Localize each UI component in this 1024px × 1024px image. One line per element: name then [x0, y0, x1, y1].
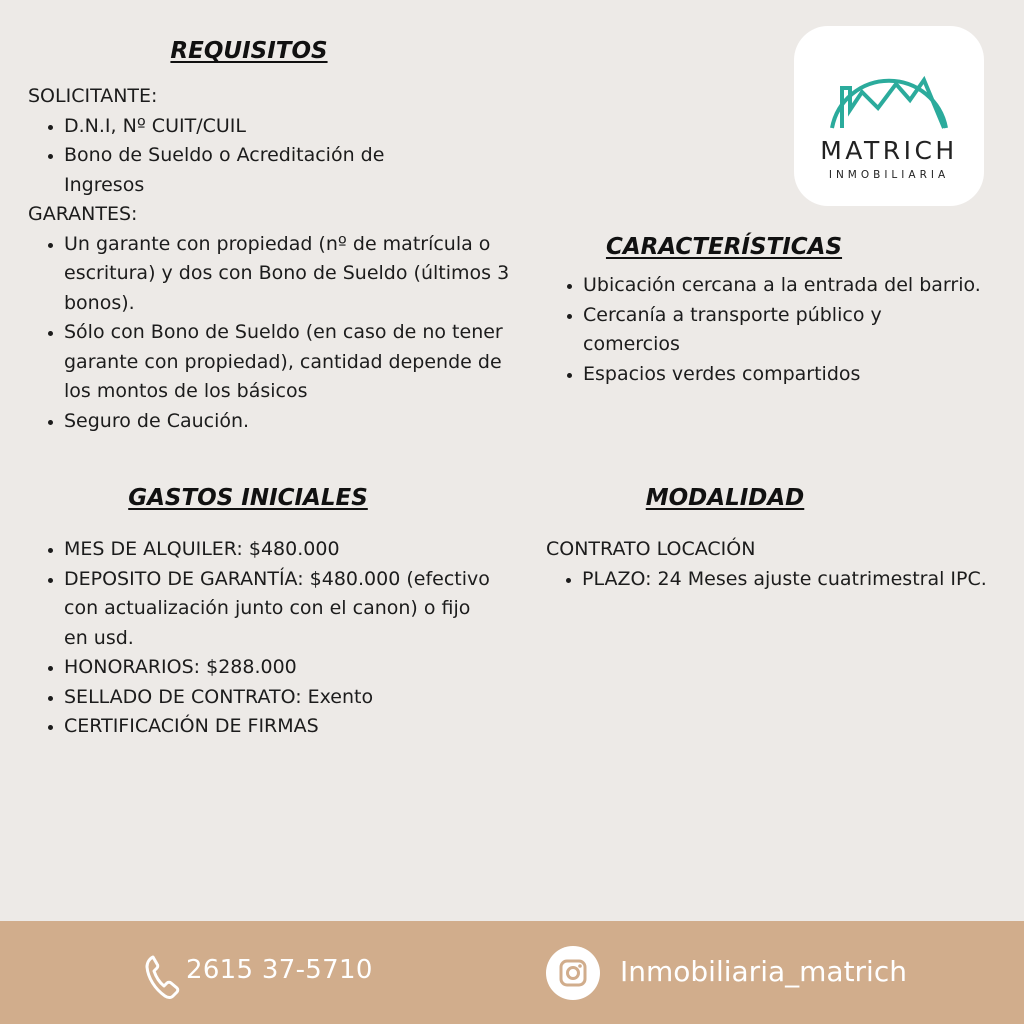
logo-card [794, 26, 984, 206]
list-item: • SELLADO DE CONTRATO: Exento [64, 683, 498, 713]
list-item: • Espacios verdes compartidos [583, 360, 987, 390]
garantes-list [28, 230, 518, 437]
requisitos-title: REQUISITOS [170, 38, 328, 64]
list-item: • Cercanía a transporte público y comercios [583, 301, 987, 360]
list-item: • PLAZO: 24 Meses ajuste cuatrimestral IPC. [582, 565, 1006, 595]
footer-bar [0, 921, 1024, 1024]
garantes-label: GARANTES: [28, 203, 138, 225]
list-item: • DEPOSITO DE GARANTÍA: $480.000 (efectivo con actualización junto con el canon) o fijo en usd. [64, 565, 498, 654]
solicitante-list [28, 112, 518, 201]
caracteristicas-list [547, 271, 987, 389]
list-item: • Ubicación cercana a la entrada del barrio. [583, 271, 987, 301]
modalidad-list [546, 565, 1006, 595]
instagram-handle: Inmobiliaria_matrich [620, 955, 907, 988]
list-item: • Seguro de Caución. [64, 407, 518, 437]
list-item: • D.N.I, Nº CUIT/CUIL [64, 112, 518, 142]
gastos-list [28, 535, 498, 742]
logo-subtitle: INMOBILIARIA [828, 169, 950, 181]
modalidad-section [546, 535, 1006, 594]
requisitos-section [28, 82, 518, 436]
house-mountain-logo-icon [828, 48, 950, 136]
gastos-title: GASTOS INICIALES [128, 485, 368, 511]
solicitante-label: SOLICITANTE: [28, 85, 158, 107]
list-item: • Un garante con propiedad (nº de matrícula o escritura) y dos con Bono de Sueldo (últimos 3 bonos). [64, 230, 518, 319]
instagram-icon [559, 959, 587, 987]
caracteristicas-section [547, 271, 987, 389]
caracteristicas-title: CARACTERÍSTICAS [605, 234, 843, 260]
list-item: • Bono de Sueldo o Acreditación de Ingresos [64, 141, 518, 200]
instagram-badge [546, 946, 600, 1000]
phone-number: 2615 37-5710 [186, 955, 373, 985]
contrato-label: CONTRATO LOCACIÓN [546, 538, 756, 560]
list-item: • HONORARIOS: $288.000 [64, 653, 498, 683]
list-item: • CERTIFICACIÓN DE FIRMAS [64, 712, 498, 742]
phone-icon [144, 954, 182, 1000]
gastos-section [28, 535, 498, 742]
list-item: • MES DE ALQUILER: $480.000 [64, 535, 498, 565]
modalidad-title: MODALIDAD [645, 485, 805, 511]
list-item: • Sólo con Bono de Sueldo (en caso de no tener garante con propiedad), cantidad depende de los montos de los básicos [64, 318, 518, 407]
logo-name: MATRICH [820, 136, 958, 165]
